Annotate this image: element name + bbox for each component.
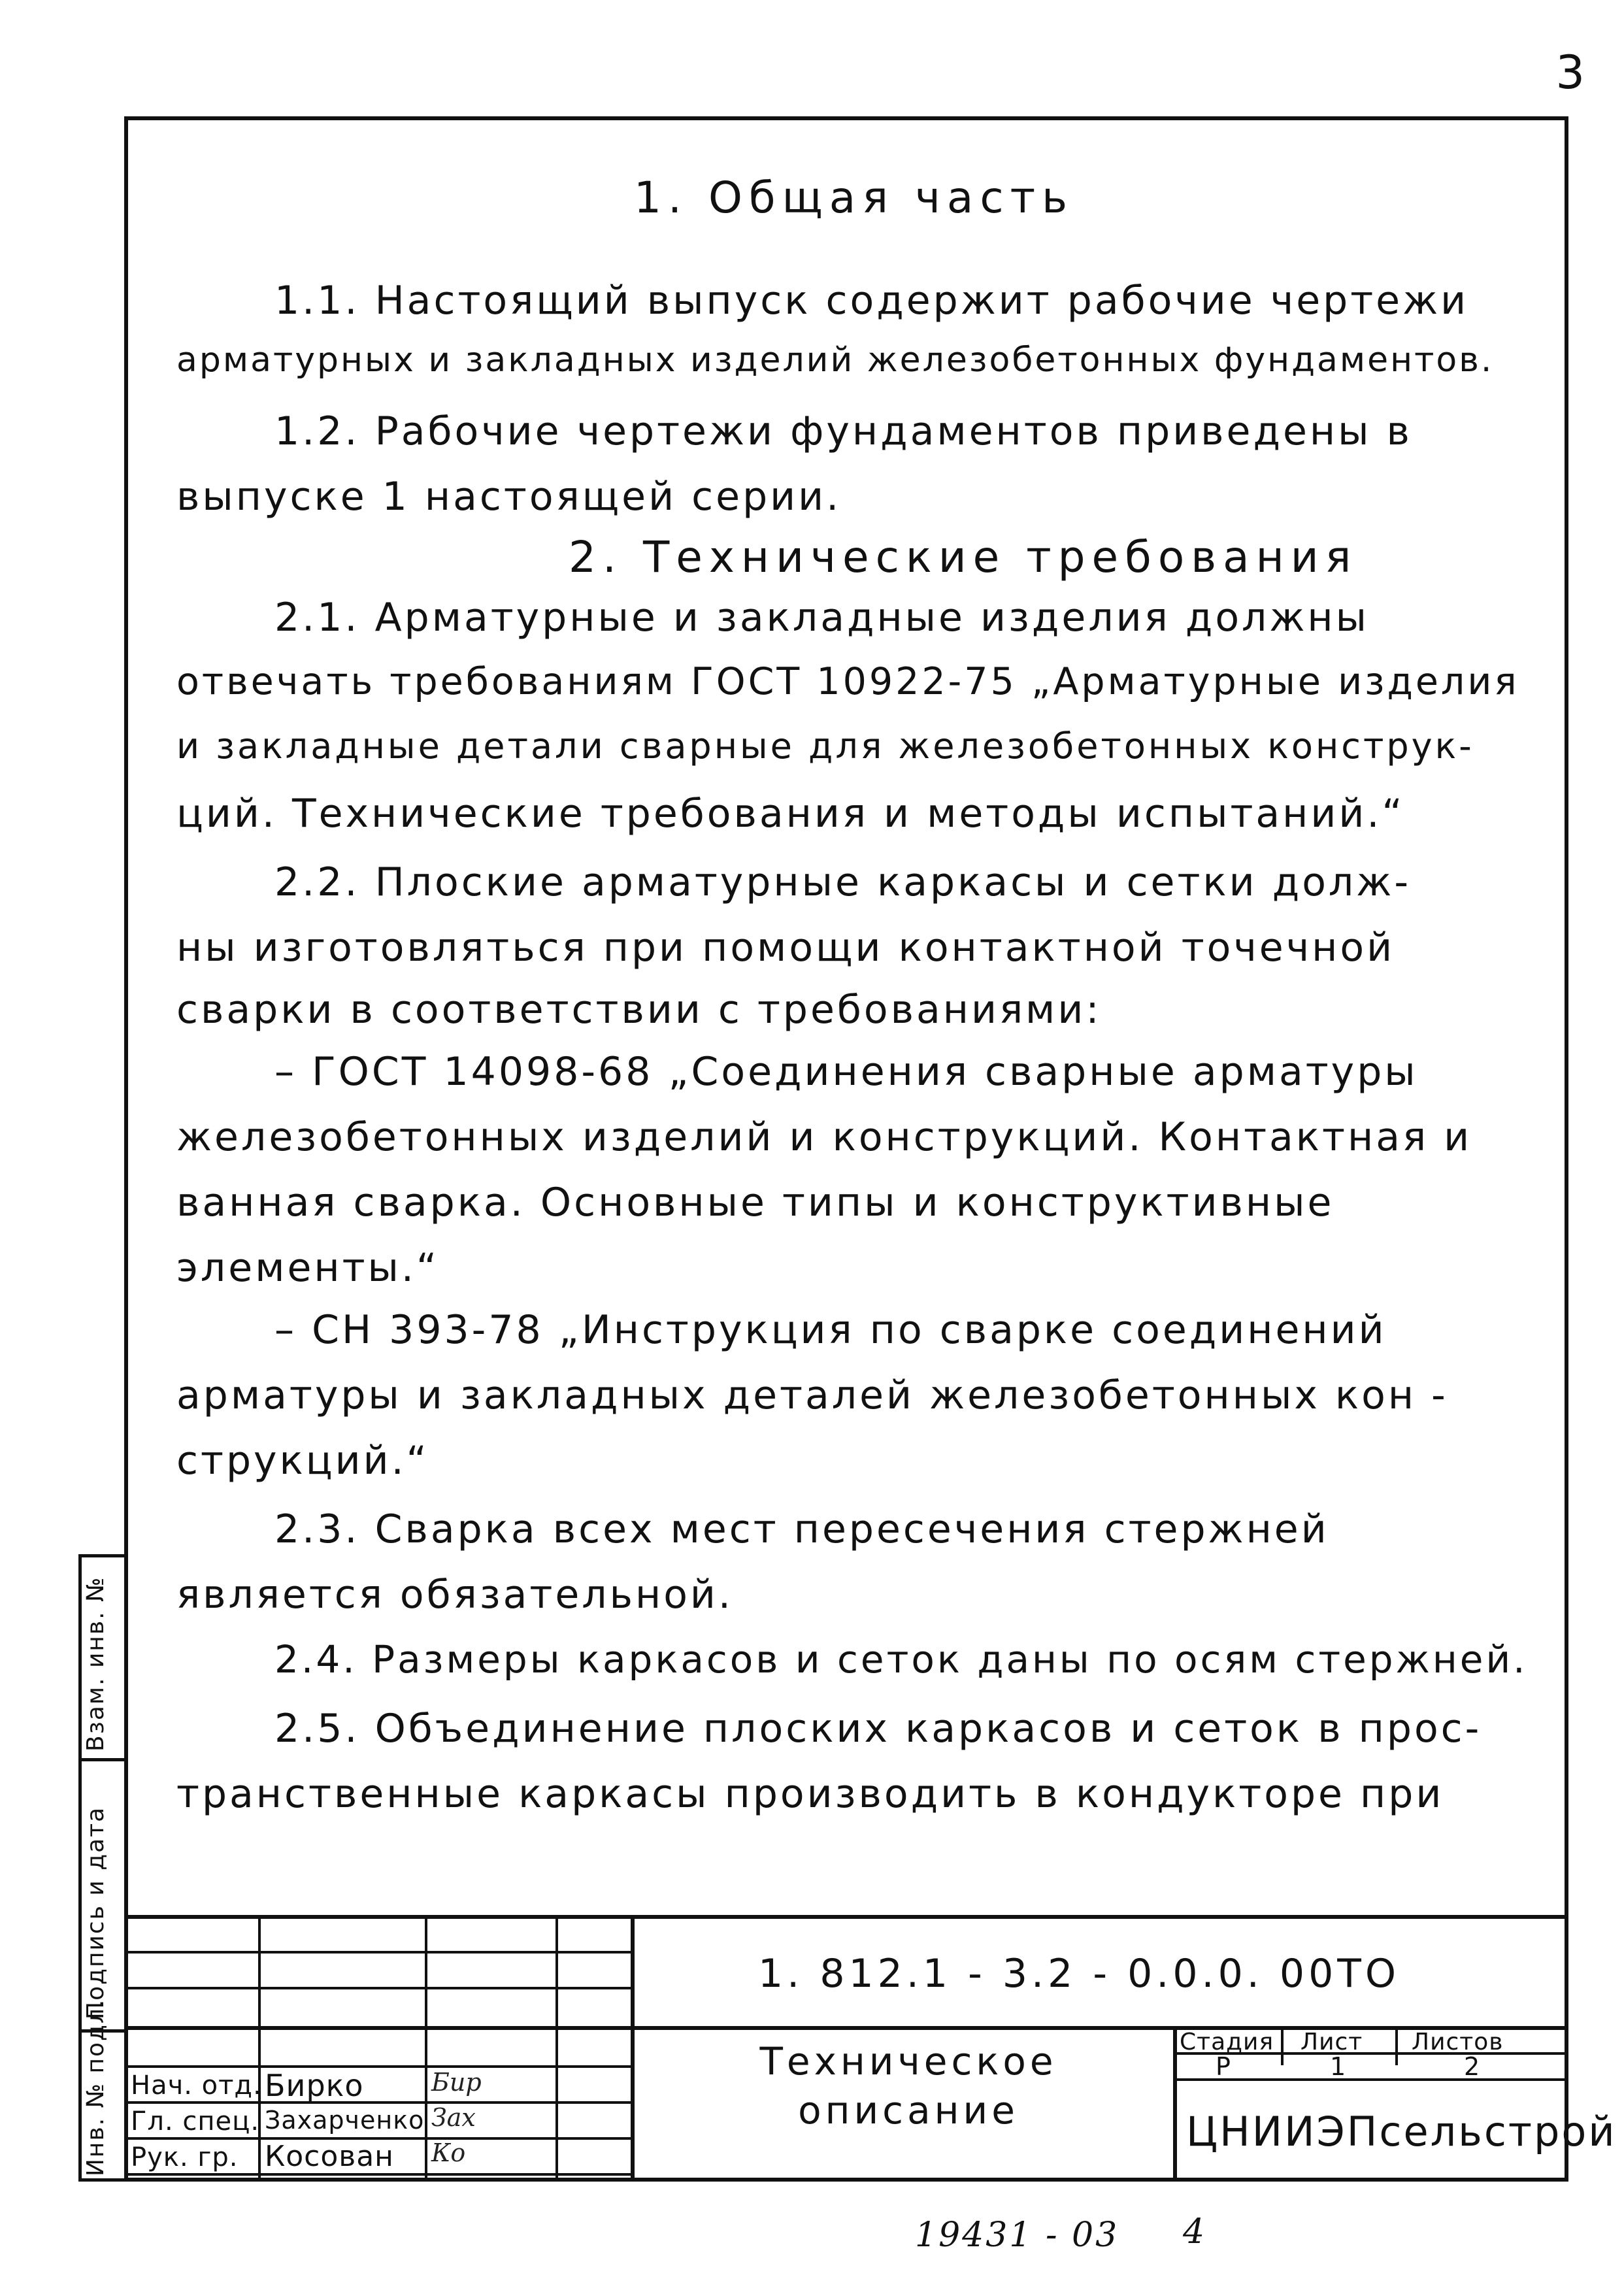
footer-page: 4	[1183, 2212, 1207, 2252]
item-sn-line3: струкций.“	[176, 1438, 429, 1484]
stamp-sign-2: Зах	[431, 2103, 476, 2132]
stamp-hline-1	[124, 1951, 631, 1953]
para-1-1-line2: арматурных и закладных изделий железобетонных фундаментов.	[176, 341, 1494, 380]
item-sn-line1: – СН 393-78 „Инструкция по сварке соединений	[274, 1307, 1387, 1353]
document-title-line2: описание	[798, 2088, 1019, 2133]
stamp-role-2: Гл. спец.	[131, 2106, 260, 2136]
stage-header: Стадия	[1180, 2029, 1274, 2055]
para-2-2-line3: сварки в соответствии с требованиями:	[176, 987, 1102, 1033]
para-2-2-line2: ны изготовляться при помощи контактной точечной	[176, 925, 1395, 971]
side-label-vzam-inv: Взам. инв. №	[82, 1576, 109, 1752]
heading-general-part: 1. Общая часть	[634, 173, 1074, 223]
organization-name: ЦНИИЭПсельстрой	[1186, 2108, 1617, 2155]
stamp-sign-3: Ко	[431, 2138, 466, 2167]
stamp-vline-1	[258, 1915, 261, 2182]
para-2-1-line1: 2.1. Арматурные и закладные изделия должны	[274, 595, 1370, 640]
sheet-header: Лист	[1301, 2029, 1363, 2055]
stamp-hline-4	[124, 2065, 631, 2068]
para-2-1-line4: ций. Технические требования и методы испытаний.“	[176, 791, 1405, 837]
para-2-3-line2: является обязательной.	[176, 1572, 733, 1618]
stage-value: Р	[1216, 2052, 1231, 2081]
para-2-1-line2: отвечать требованиям ГОСТ 10922-75 „Арматурные изделия	[176, 660, 1519, 703]
sheets-header: Листов	[1412, 2029, 1504, 2055]
stamp-name-2: Захарченко	[265, 2106, 425, 2135]
stamp-role-3: Рук. гр.	[131, 2142, 239, 2172]
stamp-hline-stage-value	[1173, 2078, 1568, 2081]
stamp-role-1: Нач. отд.	[131, 2070, 262, 2101]
para-2-4-line1: 2.4. Размеры каркасов и сеток даны по осям стержней.	[274, 1637, 1528, 1682]
stamp-vline-stage	[1281, 2026, 1284, 2065]
stamp-vline-3	[555, 1915, 558, 2182]
para-2-3-line1: 2.3. Сварка всех мест пересечения стержней	[274, 1506, 1329, 1552]
footer-inventory-number: 19431 - 03	[915, 2216, 1119, 2255]
stamp-vline-2	[425, 1915, 427, 2182]
stamp-name-1: Бирко	[265, 2068, 364, 2103]
stamp-vline-main	[631, 1915, 635, 2182]
stamp-vline-right	[1173, 2026, 1177, 2182]
sheet-value: 1	[1330, 2052, 1347, 2081]
stamp-name-3: Косован	[265, 2140, 394, 2173]
para-2-2-line1: 2.2. Плоские арматурные каркасы и сетки долж-	[274, 859, 1411, 905]
side-label-inv-podl: Инв. № подл.	[82, 1998, 109, 2176]
sheets-value: 2	[1464, 2052, 1481, 2081]
item-gost-line3: ванная сварка. Основные типы и конструктивные	[176, 1180, 1334, 1225]
item-sn-line2: арматуры и закладных деталей железобетонных кон -	[176, 1372, 1448, 1418]
stamp-vline-sheet	[1395, 2026, 1398, 2065]
stamp-hline-5	[124, 2101, 631, 2104]
para-2-5-line2: транственные каркасы производить в кондукторе при	[176, 1771, 1444, 1817]
side-separator-1	[78, 1758, 124, 1761]
document-title-line1: Техническое	[759, 2039, 1057, 2084]
heading-tech-requirements: 2. Технические требования	[569, 532, 1358, 582]
stamp-sign-1: Бир	[431, 2068, 482, 2097]
para-2-5-line1: 2.5. Объединение плоских каркасов и сеток в прос-	[274, 1706, 1482, 1752]
item-gost-line4: элементы.“	[176, 1245, 440, 1291]
document-code: 1. 812.1 - 3.2 - 0.0.0. 00ТО	[758, 1951, 1400, 1997]
stamp-hline-2	[124, 1987, 631, 1989]
item-gost-line2: железобетонных изделий и конструкций. Контактная и	[176, 1114, 1472, 1160]
para-1-2-line1: 1.2. Рабочие чертежи фундаментов приведены в	[274, 408, 1412, 454]
para-2-1-line3: и закладные детали сварные для железобетонных конструк-	[176, 725, 1474, 767]
para-1-1-line1: 1.1. Настоящий выпуск содержит рабочие чертежи	[274, 278, 1469, 324]
side-label-podpis-data: Подпись и дата	[82, 1806, 109, 2020]
stamp-hline-7	[124, 2173, 631, 2176]
page-number: 3	[1555, 46, 1585, 99]
item-gost-line1: – ГОСТ 14098-68 „Соединения сварные арматуры	[274, 1049, 1418, 1095]
para-1-2-line2: выпуске 1 настоящей серии.	[176, 474, 842, 520]
